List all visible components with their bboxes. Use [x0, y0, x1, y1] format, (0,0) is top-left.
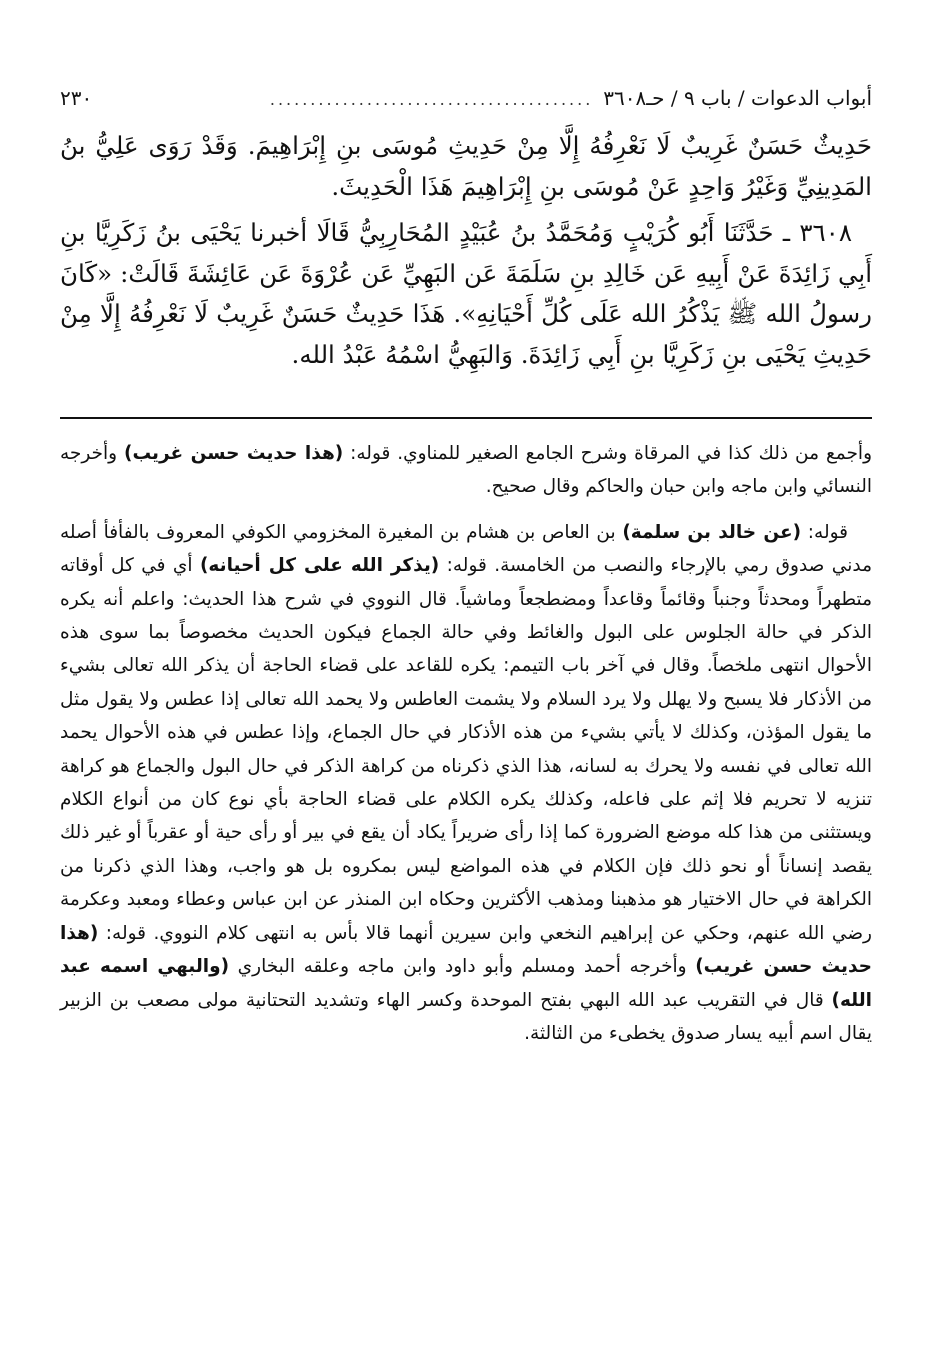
- footnote-divider: [60, 417, 872, 419]
- quoted-phrase: (هذا حديث حسن غريب): [124, 443, 344, 464]
- commentary-text-run: بن العاص بن هشام بن المغيرة المخزومي الكوفي المعروف بالفأفأ أصله مدني صدوق رمي بالإرجاء والنصب من الخامسة. قوله:: [60, 521, 872, 577]
- quoted-phrase: (عن خالد بن سلمة): [622, 521, 802, 543]
- page-header: [60, 80, 872, 116]
- hadith-paragraph-3608: ٣٦٠٨ ـ حَدَّثَنَا أَبُو كُرَيْبٍ وَمُحَمَّدُ بنُ عُبَيْدٍ المُحَارِبِيُّ قَالَا أخبرنا يَحْيَى بنُ زَكَرِيَّا بنِ أَبِي زَائِدَةَ عَنْ أَبِيهِ عَن خَالِدِ بنِ سَلَمَةَ عَن البَهِيِّ عَن عُرْوَةَ عَن عَائِشَةَ قَالَتْ: «كَانَ رسولُ الله ﷺ يَذْكُرُ الله عَلَى كُلِّ أَحْيَانِهِ». هَذَا حَدِيثٌ حَسَنٌ غَرِيبٌ لَا نَعْرِفُهُ إِلَّا مِنْ حَدِيثِ يَحْيَى بنِ زَكَرِيَّا بنِ أَبِي زَائِدَةَ. وَالبَهِيُّ اسْمُهُ عَبْدُ الله.: [60, 218, 872, 369]
- commentary-paragraph-2: [60, 516, 872, 1051]
- commentary-text-run: وأخرجه أحمد ومسلم وأبو داود وابن ماجه وعلقه البخاري: [229, 956, 696, 978]
- commentary-text-run: وأخرجه النسائي وابن ماجه وابن حبان والحاكم وقال صحيح.: [60, 443, 872, 498]
- commentary-text-run: قوله:: [801, 521, 848, 543]
- hadith-main-text: [60, 126, 872, 375]
- commentary-paragraph-1: [60, 437, 872, 504]
- commentary-text-run: قال في التقريب عبد الله البهي بفتح الموحدة وكسر الهاء وتشديد التحتانية مولى مصعب بن الزبير يقال اسم أبيه يسار صدوق يخطىء من الثالثة.: [60, 989, 872, 1044]
- quoted-phrase: (يذكر الله على كل أحيانه): [199, 555, 440, 577]
- hadith-paragraph-continuation: حَدِيثٌ حَسَنٌ غَرِيبٌ لَا نَعْرِفُهُ إِلَّا مِنْ حَدِيثِ مُوسَى بنِ إِبْرَاهِيمَ. وَقَدْ رَوَى عَلِيُّ بنُ المَدِينِيِّ وَغَيْرُ وَاحِدٍ عَنْ مُوسَى بنِ إِبْرَاهِيمَ هَذَا الْحَدِيثَ.: [60, 131, 872, 201]
- quoted-phrase: (هذا حديث حسن غريب): [60, 922, 872, 978]
- page-number: ٢٣٠: [60, 86, 93, 110]
- commentary-text-run: وأجمع من ذلك كذا في المرقاة وشرح الجامع الصغير للمناوي. قوله:: [343, 443, 873, 464]
- commentary-text-run: أي في كل أوقاته متطهراً ومحدثاً وجنباً وقائماً وقاعداً ومضطجعاً وماشياً. قال النووي في شرح هذا الحديث: واعلم أنه يكره الذكر في حالة الجلوس على البول والغائط وفي حالة الجماع فيكون الحديث مخصوصاً بما سوى هذه الأحوال انتهى ملخصاً. وقال في آخر باب التيمم: يكره للقاعد على قضاء الحاجة أن يذكر الله تعالى بشيء من الأذكار فلا يسبح ولا يهلل ولا يرد السلام ولا يشمت العاطس ولا يحمد الله تعالى إذا عطس ولا يقول مثل ما يقول المؤذن، وكذلك لا يأتي بشيء من هذه الأذكار في حال الجماع، وإذا عطس في هذه الأحوال يحمد الله تعالى في نفسه ولا يحرك به لسانه، هذا الذي ذكرناه من كراهة الذكر في حال البول والجماع هو كراهة تنزيه لا تحريم فلا إثم على فاعله، وكذلك يكره الكلام على قضاء الحاجة بأي نوع كان من أنواع الكلام ويستثنى من هذا كله موضع الضرورة كما إذا رأى ضريراً يكاد أن يقع في بير أو رأى حية أو عقرباً أو غير ذلك يقصد إنساناً أو نحو ذلك فإن الكلام في هذه المواضع ليس بمكروه بل هو واجب، وهذا الذي ذكرنا من الكراهة في حال الاختيار هو مذهبنا ومذهب الأكثرين وحكاه ابن المنذر عن ابن عباس وعطاء ومعبد وعكرمة رضي الله عنهم، وحكي عن إبراهيم النخعي وابن سيرين أنهما قالا بأس به انتهى كلام النووي. قوله:: [60, 555, 872, 944]
- header-dot-leader: ........................................: [269, 90, 594, 109]
- quoted-phrase: (والبهي اسمه عبد الله): [60, 956, 872, 1011]
- book-page: [60, 80, 872, 1050]
- running-title: أبواب الدعوات / باب ٩ / حـ٣٦٠٨: [603, 86, 872, 110]
- commentary-text: [60, 437, 872, 1050]
